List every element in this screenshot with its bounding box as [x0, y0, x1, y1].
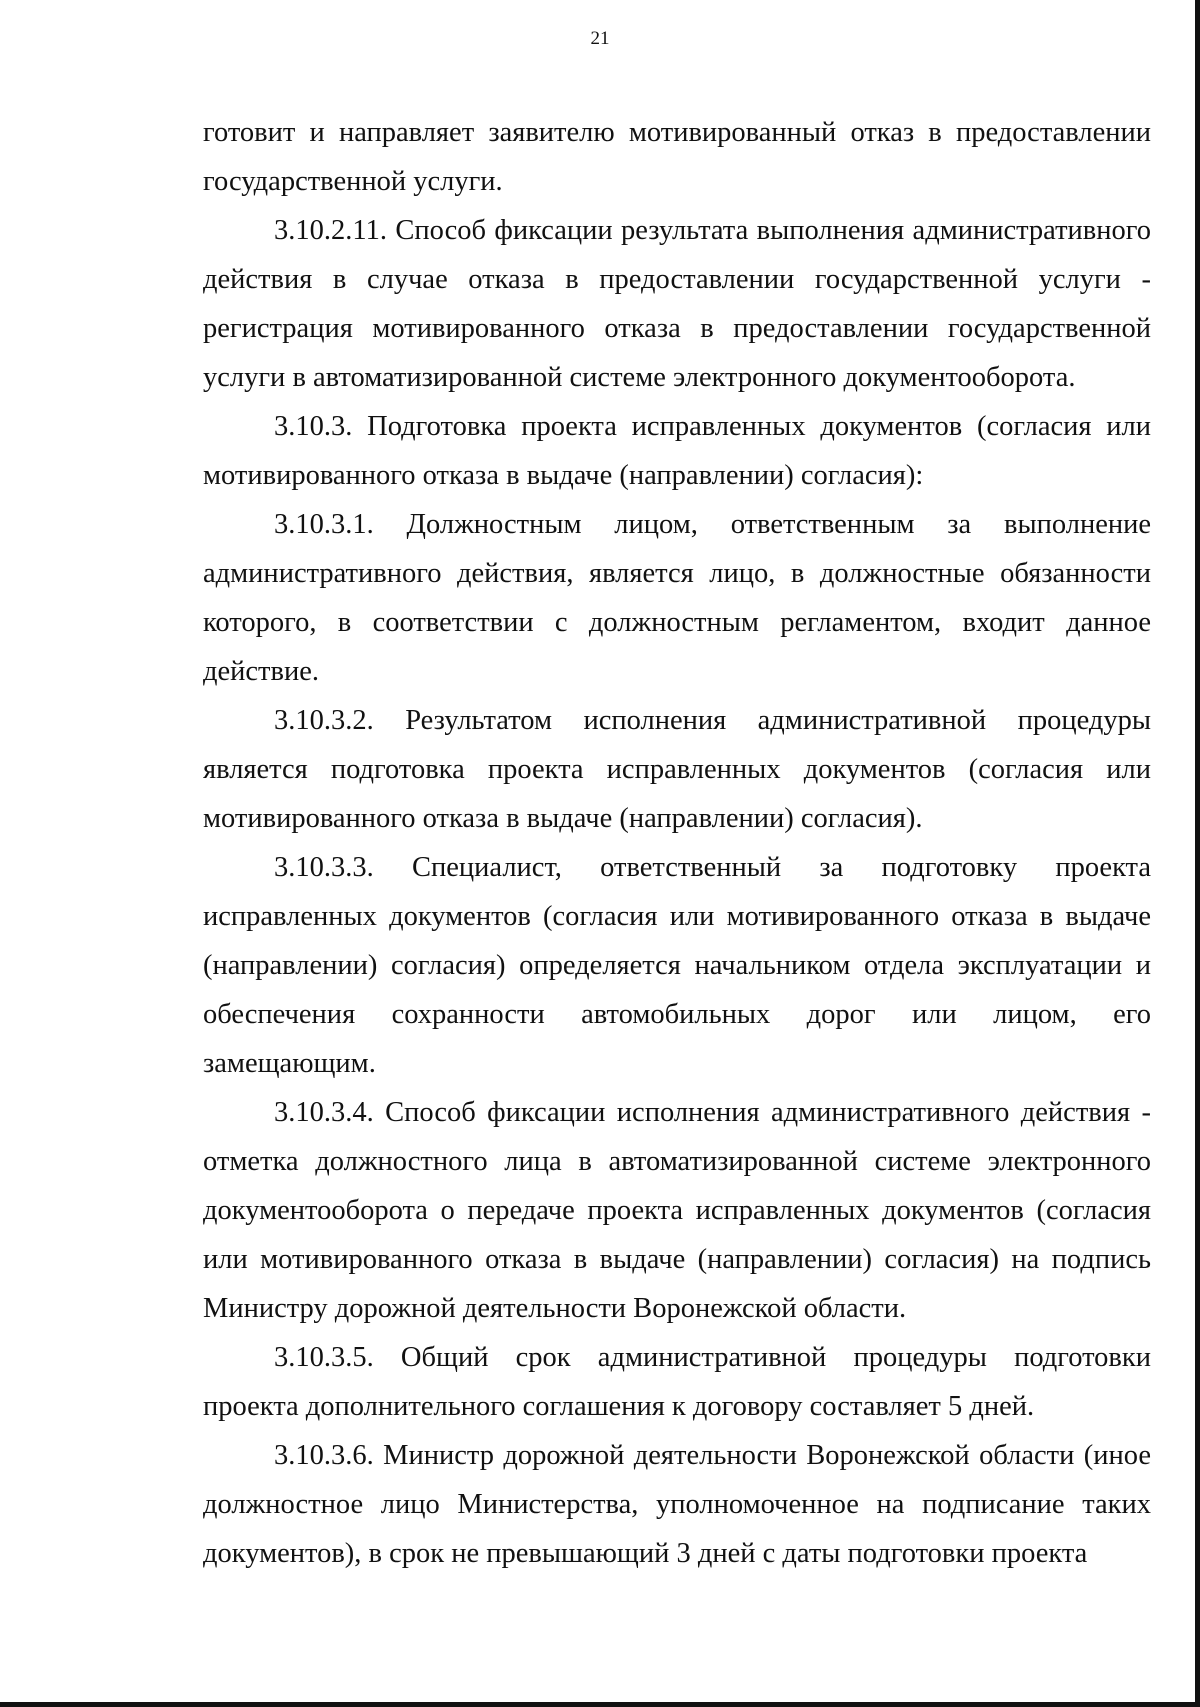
paragraph-continuation: готовит и направляет заявителю мотивированный отказ в предоставлении государственной услуги.	[203, 117, 1151, 197]
paragraph-3-10-3-6: 3.10.3.6. Министр дорожной деятельности Воронежской области (иное должностное лицо Министерства, уполномоченное на подписание таких документов), в срок не превышающий 3 дней с даты подготовки проекта	[203, 1440, 1151, 1569]
paragraph-3-10-3-4: 3.10.3.4. Способ фиксации исполнения административного действия - отметка должностного лица в автоматизированной системе электронного документооборота о передаче проекта исправленных документов (согласия или мотивированного отказа в выдаче (направлении) согласия) на подпись Министру дорожной деятельности Воронежской области.	[203, 1097, 1151, 1324]
paragraph-3-10-2-11: 3.10.2.11. Способ фиксации результата выполнения административного действия в случае отказа в предоставлении государственной услуги - регистрация мотивированного отказа в предоставлении государственной услуги в автоматизированной системе электронного документооборота.	[203, 215, 1151, 393]
page-frame-right-edge	[1195, 0, 1200, 1707]
paragraph-3-10-3-1: 3.10.3.1. Должностным лицом, ответственным за выполнение административного действия, является лицо, в должностные обязанности которого, в соответствии с должностным регламентом, входит данное действие.	[203, 509, 1151, 687]
page-number: 21	[590, 28, 610, 49]
paragraph-3-10-3-3: 3.10.3.3. Специалист, ответственный за подготовку проекта исправленных документов (согласия или мотивированного отказа в выдаче (направлении) согласия) определяется начальником отдела эксплуатации и обеспечения сохранности автомобильных дорог или лицом, его замещающим.	[203, 852, 1151, 1079]
paragraph-3-10-3-2: 3.10.3.2. Результатом исполнения административной процедуры является подготовка проекта исправленных документов (согласия или мотивированного отказа в выдаче (направлении) согласия).	[203, 705, 1151, 834]
paragraph-3-10-3: 3.10.3. Подготовка проекта исправленных документов (согласия или мотивированного отказа в выдаче (направлении) согласия):	[203, 411, 1151, 491]
document-body	[203, 108, 1151, 1578]
paragraph-3-10-3-5: 3.10.3.5. Общий срок административной процедуры подготовки проекта дополнительного соглашения к договору составляет 5 дней.	[203, 1342, 1151, 1422]
page-frame-bottom-edge	[0, 1702, 1200, 1707]
